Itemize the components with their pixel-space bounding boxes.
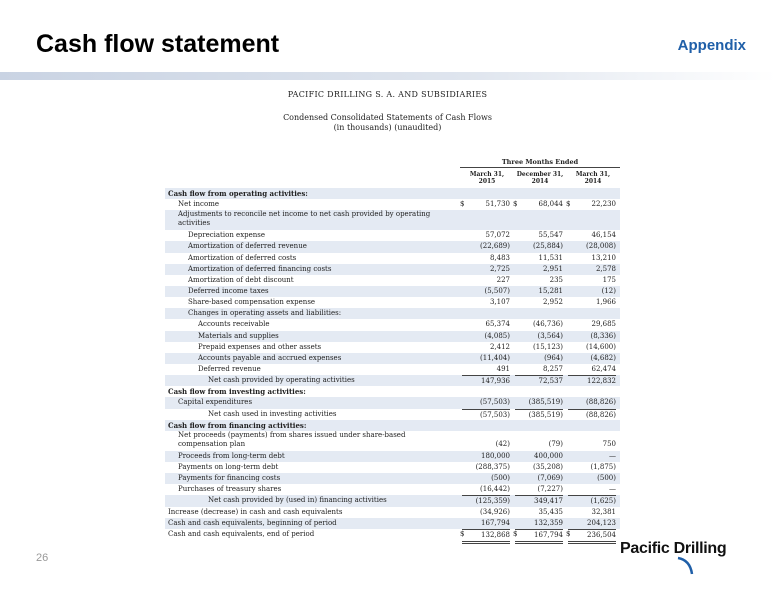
title-divider-bar <box>0 72 776 80</box>
dollar-sign: $ <box>566 200 571 209</box>
table-row <box>165 518 620 529</box>
table-row <box>165 353 620 364</box>
value-cell: (46,736) <box>533 320 563 329</box>
value-cell: — <box>609 485 616 494</box>
row-label: Amortization of debt discount <box>188 275 294 284</box>
row-label: Cash flow from operating activities: <box>168 189 308 198</box>
value-cell: 750 <box>602 439 616 448</box>
value-cell: 35,435 <box>538 507 563 516</box>
row-label: Accounts payable and accrued expenses <box>198 353 342 362</box>
row-label: Share-based compensation expense <box>188 298 316 307</box>
row-label: Deferred revenue <box>198 364 261 373</box>
value-cell: 147,936 <box>462 375 510 387</box>
row-label: Cash flow from investing activities: <box>168 387 306 397</box>
row-label: Deferred income taxes <box>188 286 269 295</box>
value-cell: 2,725 <box>489 264 510 273</box>
value-cell: 132,868 <box>462 529 510 544</box>
table-row <box>165 241 620 252</box>
value-cell: (3,564) <box>537 331 563 340</box>
row-label: Payments for financing costs <box>178 474 281 483</box>
table-row <box>165 386 620 397</box>
value-cell: 29,685 <box>591 320 616 329</box>
value-cell: 167,794 <box>515 529 563 544</box>
value-cell: (7,069) <box>537 474 563 483</box>
row-label: Materials and supplies <box>198 331 279 340</box>
row-label: Amortization of deferred financing costs <box>188 264 332 273</box>
row-label: Net cash provided by (used in) financing activities <box>208 496 387 505</box>
value-cell: 491 <box>496 364 510 373</box>
value-cell: (1,875) <box>590 462 616 471</box>
value-cell: (35,208) <box>533 462 563 471</box>
table-body <box>165 188 620 540</box>
value-cell: 22,230 <box>591 200 616 209</box>
value-cell: (14,600) <box>586 342 616 351</box>
value-cell: (125,359) <box>462 495 510 507</box>
dollar-sign: $ <box>566 529 571 538</box>
value-cell: (288,375) <box>475 462 510 471</box>
dollar-sign: $ <box>513 529 518 538</box>
value-cell: 65,374 <box>485 320 510 329</box>
table-row <box>165 409 620 420</box>
table-row <box>165 375 620 386</box>
value-cell: 55,547 <box>538 231 563 240</box>
value-cell: 62,474 <box>591 364 616 373</box>
row-label: Adjustments to reconcile net income to net cash provided by operating activities <box>178 210 431 228</box>
table-row <box>165 253 620 264</box>
dollar-sign: $ <box>460 200 465 209</box>
row-label: Net cash provided by operating activities <box>208 376 355 385</box>
value-cell: (964) <box>544 353 563 362</box>
value-cell: 2,412 <box>489 342 510 351</box>
row-label: Amortization of deferred costs <box>188 253 297 262</box>
value-cell: (25,884) <box>533 242 563 251</box>
table-row <box>165 319 620 330</box>
row-label: Payments on long-term debt <box>178 462 279 471</box>
table-row <box>165 431 620 451</box>
value-cell: 2,578 <box>595 264 616 273</box>
value-cell: (28,008) <box>586 242 616 251</box>
row-label: Proceeds from long-term debt <box>178 451 285 460</box>
table-row <box>165 331 620 342</box>
table-row <box>165 473 620 484</box>
value-cell: 3,107 <box>489 298 510 307</box>
row-label: Cash and cash equivalents, beginning of period <box>168 518 337 527</box>
table-row <box>165 495 620 506</box>
value-cell: 227 <box>496 275 510 284</box>
table-row <box>165 420 620 431</box>
table-row <box>165 297 620 308</box>
value-cell: 11,531 <box>538 253 563 262</box>
table-row <box>165 529 620 540</box>
value-cell: (34,926) <box>480 507 510 516</box>
value-cell: (57,503) <box>462 409 510 421</box>
row-label: Increase (decrease) in cash and cash equivalents <box>168 507 343 516</box>
table-row <box>165 210 620 230</box>
value-cell: 8,257 <box>542 364 563 373</box>
value-cell: 15,281 <box>538 286 563 295</box>
value-cell: 349,417 <box>515 495 563 507</box>
table-row <box>165 507 620 518</box>
value-cell: 57,072 <box>485 231 510 240</box>
value-cell: (16,442) <box>480 485 510 494</box>
value-cell: 2,951 <box>542 264 563 273</box>
logo-arc-icon <box>676 554 698 576</box>
row-label: Net cash used in investing activities <box>208 409 337 418</box>
value-cell: 132,359 <box>534 518 563 527</box>
value-cell: (88,826) <box>586 398 616 407</box>
value-cell: 122,832 <box>568 375 616 387</box>
row-label: Prepaid expenses and other assets <box>198 342 322 351</box>
row-label: Depreciation expense <box>188 231 266 240</box>
table-row <box>165 484 620 495</box>
company-logo <box>620 540 727 580</box>
value-cell: (79) <box>548 439 563 448</box>
value-cell: 46,154 <box>591 231 616 240</box>
value-cell: 72,537 <box>515 375 563 387</box>
value-cell: (4,085) <box>484 331 510 340</box>
value-cell: 8,483 <box>489 253 510 262</box>
value-cell: (12) <box>601 286 616 295</box>
value-cell: (5,507) <box>484 286 510 295</box>
row-label: Cash flow from financing activities: <box>168 420 307 430</box>
slide-title: Cash flow statement <box>36 30 280 58</box>
page-number: 26 <box>36 552 49 564</box>
dollar-sign: $ <box>513 200 518 209</box>
statement-title: Condensed Consolidated Statements of Cash Flows <box>283 113 492 122</box>
value-cell: 204,123 <box>587 518 616 527</box>
value-cell: 13,210 <box>591 253 616 262</box>
table-row <box>165 199 620 210</box>
table-row <box>165 364 620 375</box>
statement-subtitle: (in thousands) (unaudited) <box>333 123 442 132</box>
row-label: Purchases of treasury shares <box>178 485 282 494</box>
column-header-mar-2014: March 31, 2014 <box>575 171 611 185</box>
table-row <box>165 275 620 286</box>
row-label: Net proceeds (payments) from shares issued under share-based compensation plan <box>178 430 406 448</box>
value-cell: 180,000 <box>481 451 510 460</box>
value-cell: 68,044 <box>538 200 563 209</box>
value-cell: 175 <box>602 275 616 284</box>
value-cell: (15,123) <box>533 342 563 351</box>
table-row <box>165 397 620 408</box>
value-cell: (42) <box>495 439 510 448</box>
appendix-label: Appendix <box>677 37 746 54</box>
company-name: PACIFIC DRILLING S. A. AND SUBSIDIARIES <box>287 90 488 99</box>
value-cell: 235 <box>549 275 563 284</box>
row-label: Accounts receivable <box>198 320 270 329</box>
value-cell: (500) <box>597 474 616 483</box>
row-label: Net income <box>178 200 219 209</box>
table-row <box>165 342 620 353</box>
value-cell: (500) <box>491 474 510 483</box>
value-cell: (385,519) <box>528 398 563 407</box>
value-cell: 400,000 <box>534 451 563 460</box>
table-row <box>165 188 620 199</box>
value-cell: 1,966 <box>595 298 616 307</box>
value-cell: (11,404) <box>480 353 510 362</box>
value-cell: (1,625) <box>568 495 616 507</box>
table-row <box>165 308 620 319</box>
value-cell: — <box>609 451 616 460</box>
value-cell: 167,794 <box>481 518 510 527</box>
table-row <box>165 264 620 275</box>
value-cell: 236,504 <box>568 529 616 544</box>
value-cell: (7,227) <box>537 485 563 494</box>
period-header: Three Months Ended <box>501 158 579 166</box>
value-cell: 32,381 <box>591 507 616 516</box>
value-cell: (88,826) <box>568 409 616 421</box>
table-row <box>165 462 620 473</box>
table-row <box>165 230 620 241</box>
logo-wordmark: Pacific Drilling <box>620 540 727 557</box>
value-cell: (22,689) <box>480 242 510 251</box>
table-row <box>165 286 620 297</box>
row-label: Amortization of deferred revenue <box>188 242 307 251</box>
table-row <box>165 451 620 462</box>
column-header-dec-2014: December 31, 2014 <box>516 171 564 185</box>
value-cell: 2,952 <box>542 298 563 307</box>
column-header-mar-2015: March 31, 2015 <box>469 171 505 185</box>
value-cell: (8,336) <box>590 331 616 340</box>
period-header-rule <box>460 167 620 168</box>
row-label: Cash and cash equivalents, end of period <box>168 529 315 538</box>
value-cell: (4,682) <box>590 353 616 362</box>
value-cell: (385,519) <box>515 409 563 421</box>
dollar-sign: $ <box>460 529 465 538</box>
row-label: Capital expenditures <box>178 398 253 407</box>
row-label: Changes in operating assets and liabilities: <box>188 309 342 318</box>
value-cell: 51,730 <box>485 200 510 209</box>
value-cell: (57,503) <box>480 398 510 407</box>
